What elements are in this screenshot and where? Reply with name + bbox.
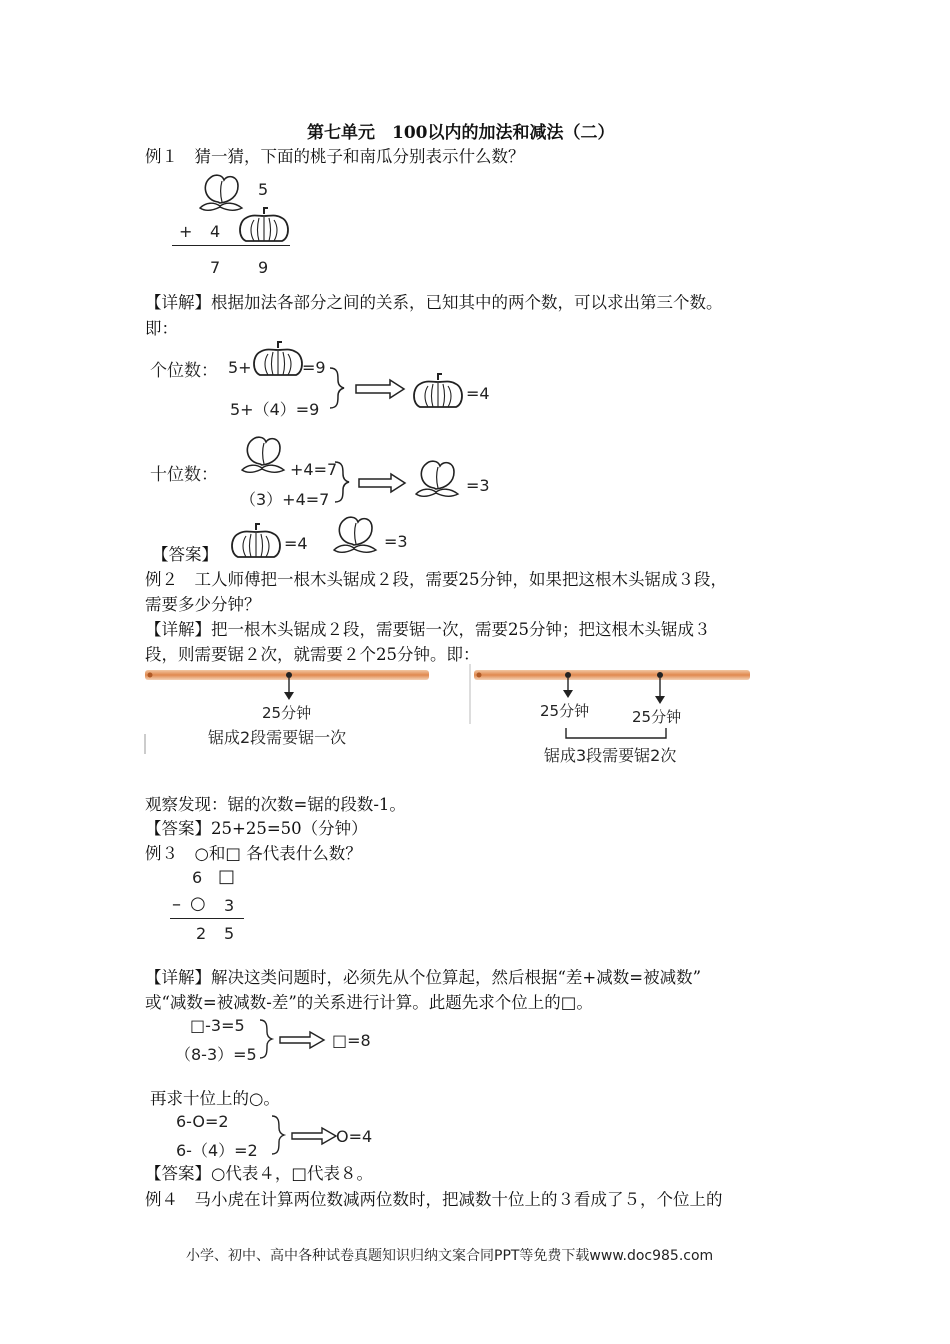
footer-link-text[interactable]: 小学、初中、高中各种试卷真题知识归纳文案合同PPT等免费下载www.doc985.com: [186, 1248, 714, 1264]
example-2-line2: 需要多少分钟？: [145, 595, 261, 614]
ex3-circle-eq1: 6-O=2: [176, 1112, 229, 1131]
ex3-diff-line: [170, 918, 244, 919]
ex3-answer: 【答案】○代表４，□代表８。: [145, 1164, 373, 1183]
ex3-mid-tens-circle: ○: [190, 893, 206, 914]
ex2-right-time1: 25分钟: [540, 702, 590, 720]
ex1-sum-line: [172, 245, 290, 246]
ones-result: =4: [466, 384, 490, 403]
ex2-detail2: 段，则需要锯２次，就需要２个25分钟。即：: [145, 645, 480, 664]
pumpkin-icon: [232, 524, 280, 558]
example-4-line1: 例４ 马小虎在计算两位数减两位数时，把减数十位上的３看成了５，个位上的: [145, 1190, 723, 1209]
tens-result: =3: [466, 476, 490, 495]
pumpkin-icon: [254, 342, 302, 376]
ex1-plus-sign: +: [179, 222, 193, 241]
ex3-top-ones-square: □: [218, 866, 236, 887]
brace-arrow: [258, 1018, 328, 1062]
peach-icon: [238, 434, 290, 476]
ex1-result-tens: 7: [210, 258, 221, 277]
ex1-answer-pumpkin: =4: [284, 534, 308, 553]
pumpkin-icon: [240, 208, 288, 242]
example-1-question: 例１ 猜一猜，下面的桃子和南瓜分别表示什么数？: [145, 147, 525, 166]
ex3-square-eq1: □-3=5: [190, 1016, 245, 1035]
brace-arrow: [333, 460, 413, 506]
ex1-top-digit: 5: [258, 180, 269, 199]
ex3-detail1: 【详解】解决这类问题时，必须先从个位算起，然后根据“差+减数=被减数”: [145, 968, 702, 987]
ex1-mid-digit: 4: [210, 222, 221, 241]
ex3-result-ones: 5: [224, 924, 235, 943]
ex3-square-eq2: （8-3）=5: [175, 1045, 257, 1064]
example-3-question: 例３ ○和□ 各代表什么数？: [145, 844, 362, 863]
ones-eq2: 5+（4）=9: [230, 400, 320, 419]
ex1-answer-label: 【答案】: [152, 545, 218, 564]
brace-arrow: [328, 366, 408, 412]
ex3-then: 再求十位上的○。: [150, 1089, 280, 1108]
ex2-left-caption: 锯成2段需要锯一次: [208, 728, 347, 747]
ex1-detail-line2: 即：: [145, 319, 178, 338]
ones-eq1-prefix: 5+: [228, 358, 252, 377]
ex1-answer-peach: =3: [384, 532, 408, 551]
ex3-detail2: 或“减数=被减数-差”的关系进行计算。此题先求个位上的□。: [145, 993, 593, 1012]
tens-eq2: （3）+4=7: [240, 490, 330, 509]
ex2-answer: 【答案】25+25=50（分钟）: [145, 819, 368, 838]
ex3-mid-ones: 3: [224, 896, 235, 915]
ex3-square-result: □=8: [332, 1031, 371, 1050]
page-title: 第七单元 100以内的加法和减法（二）: [307, 123, 615, 143]
ex2-observation: 观察发现：锯的次数=锯的段数-1。: [145, 795, 406, 814]
ex1-detail-line1: 【详解】根据加法各部分之间的关系，已知其中的两个数，可以求出第三个数。: [145, 293, 723, 312]
ones-label: 个位数：: [150, 361, 218, 381]
ex2-right-caption: 锯成3段需要锯2次: [544, 746, 677, 765]
ex3-result-tens: 2: [196, 924, 207, 943]
ex3-minus-sign: –: [172, 894, 181, 915]
ex3-circle-result: O=4: [336, 1127, 373, 1146]
ex3-circle-eq2: 6-（4）=2: [176, 1141, 258, 1160]
brace-arrow: [270, 1114, 340, 1158]
ex2-detail1: 【详解】把一根木头锯成２段，需要锯一次，需要25分钟；把这根木头锯成３: [145, 620, 711, 639]
ex2-left-time: 25分钟: [262, 704, 312, 722]
pumpkin-icon: [414, 374, 462, 408]
ex3-top-tens: 6: [192, 868, 203, 887]
example-2-line1: 例２ 工人师傅把一根木头锯成２段，需要25分钟，如果把这根木头锯成３段，: [145, 570, 727, 589]
ex1-result-ones: 9: [258, 258, 269, 277]
ones-eq1-suffix: =9: [302, 358, 326, 377]
peach-icon: [330, 514, 382, 556]
tens-eq1-suffix: +4=7: [290, 460, 338, 479]
tens-label: 十位数：: [150, 465, 218, 485]
peach-icon: [412, 458, 464, 500]
ex2-right-time2: 25分钟: [632, 708, 682, 726]
